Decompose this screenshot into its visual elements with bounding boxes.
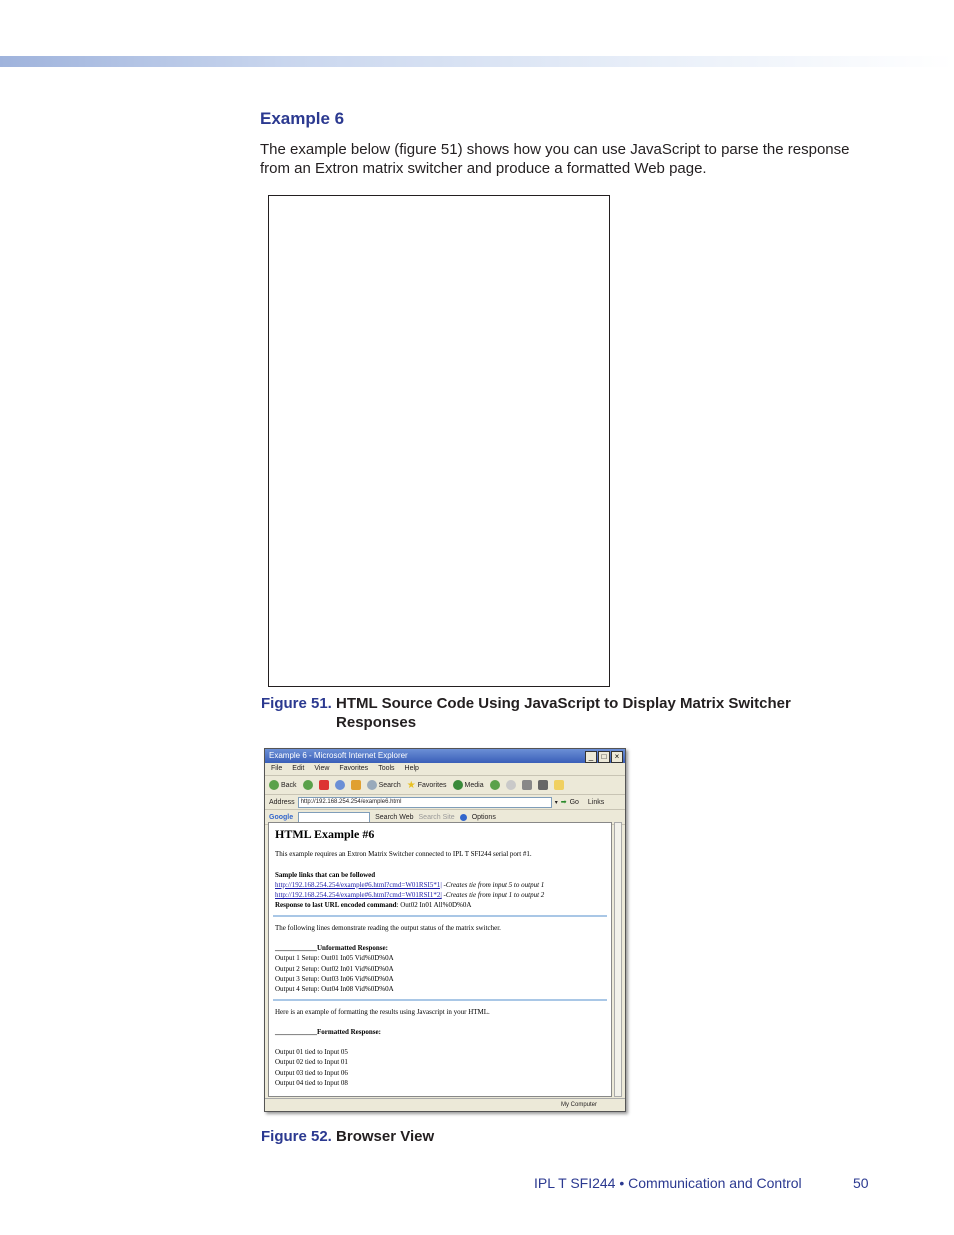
- status-zone: My Computer: [560, 1102, 597, 1108]
- header-band: [0, 56, 954, 67]
- browser-toolbar: [265, 776, 625, 795]
- go-arrow-icon: ➡: [560, 799, 567, 806]
- address-input[interactable]: http://192.168.254.254/example6.html: [298, 797, 552, 808]
- address-bar: [265, 795, 625, 810]
- minimize-button[interactable]: _: [585, 751, 597, 763]
- browser-content: [268, 822, 612, 1097]
- sample-link-1[interactable]: http://192.168.254.254/example#6.html?cmd=W01RSI5*1|: [275, 880, 442, 889]
- figure-52-title: Browser View: [336, 1128, 435, 1145]
- back-button[interactable]: Back: [269, 780, 297, 790]
- menu-help[interactable]: Help: [404, 765, 419, 772]
- formatted-line: Output 04 tied to Input 08: [275, 1079, 348, 1088]
- media-icon: [453, 780, 463, 790]
- footer-title: IPL T SFI244 • Communication and Control: [534, 1175, 802, 1191]
- divider: [273, 915, 607, 917]
- google-logo[interactable]: Google: [269, 813, 294, 821]
- browser-title: Example 6 - Microsoft Internet Explorer: [269, 751, 408, 760]
- figure-51-source-code-box: [268, 195, 610, 687]
- sample-link-1-note: -Creates tie from input 5 to output 1: [441, 880, 545, 889]
- sample-link-row-2: [273, 890, 607, 900]
- edit-icon[interactable]: [538, 780, 548, 790]
- sample-link-2[interactable]: http://192.168.254.254/example#6.html?cmd=W01RSI1*2|: [275, 891, 442, 900]
- requirement-text: This example requires an Extron Matrix Switcher connected to IPL T SFI244 serial port #1.: [275, 850, 532, 859]
- refresh-icon[interactable]: [335, 780, 345, 790]
- address-label: Address: [269, 798, 295, 806]
- vertical-scrollbar[interactable]: [614, 822, 622, 1097]
- unformatted-line: Output 2 Setup: Out02 In01 Vid%0D%0A: [275, 964, 394, 973]
- menu-edit[interactable]: Edit: [292, 765, 305, 772]
- search-web-button[interactable]: Search Web: [375, 813, 414, 821]
- formatted-line: Output 02 tied to Input 01: [275, 1058, 348, 1067]
- menu-tools[interactable]: Tools: [378, 765, 395, 772]
- response-label: Response to last URL encoded command: [275, 901, 397, 910]
- go-button[interactable]: Go: [569, 798, 579, 806]
- address-dropdown-icon[interactable]: ▾: [554, 799, 558, 806]
- search-button[interactable]: Search: [367, 780, 401, 790]
- sample-link-2-note: -Creates tie from input 1 to output 2: [441, 891, 545, 900]
- menu-file[interactable]: File: [271, 765, 283, 772]
- history-icon[interactable]: [490, 780, 500, 790]
- menu-bar: [265, 763, 625, 776]
- print-icon[interactable]: [522, 780, 532, 790]
- figure-52-caption: [261, 1127, 434, 1146]
- figure-51-title: HTML Source Code Using JavaScript to Display Matrix Switcher Responses: [336, 695, 791, 731]
- sample-links-heading: Sample links that can be followed: [275, 870, 376, 879]
- response-value: : Out02 In01 All%0D%0A: [396, 901, 472, 910]
- figure-51-caption: [261, 694, 821, 732]
- menu-favorites[interactable]: Favorites: [339, 765, 369, 772]
- links-button[interactable]: Links: [587, 798, 605, 806]
- home-icon[interactable]: [351, 780, 361, 790]
- formatted-heading: ____________Formatted Response:: [275, 1027, 381, 1036]
- section-heading: Example 6: [260, 109, 345, 128]
- page-title: HTML Example #6: [275, 827, 375, 841]
- search-icon: [367, 780, 377, 790]
- status-intro-text: The following lines demonstrate reading the output status of the matrix switcher.: [275, 923, 501, 932]
- figure-52-label: Figure 52.: [261, 1128, 332, 1145]
- star-icon: ★: [406, 779, 416, 791]
- formatted-line: Output 03 tied to Input 06: [275, 1068, 348, 1077]
- unformatted-line: Output 1 Setup: Out01 In05 Vid%0D%0A: [275, 954, 394, 963]
- formatting-example-text: Here is an example of formatting the results using Javascript in your HTML.: [275, 1007, 490, 1016]
- unformatted-line: Output 4 Setup: Out04 In08 Vid%0D%0A: [275, 985, 394, 994]
- media-button[interactable]: Media: [453, 780, 484, 790]
- folder-icon[interactable]: [554, 780, 564, 790]
- browser-titlebar: [265, 749, 625, 763]
- sample-link-row-1: [273, 880, 607, 890]
- figure-51-label: Figure 51.: [261, 695, 332, 712]
- unformatted-heading: ____________Unformatted Response:: [275, 944, 388, 953]
- back-icon: [269, 780, 279, 790]
- stop-icon[interactable]: [319, 780, 329, 790]
- mail-icon[interactable]: [506, 780, 516, 790]
- browser-window: [264, 748, 626, 1112]
- options-button[interactable]: Options: [471, 813, 496, 821]
- page-number: 50: [853, 1175, 869, 1191]
- favorites-button[interactable]: ★ Favorites: [406, 779, 447, 791]
- response-row: [273, 900, 607, 910]
- menu-view[interactable]: View: [314, 765, 330, 772]
- unformatted-line: Output 3 Setup: Out03 In06 Vid%0D%0A: [275, 974, 394, 983]
- close-button[interactable]: ×: [611, 751, 623, 763]
- maximize-button[interactable]: □: [598, 751, 610, 763]
- formatted-line: Output 01 tied to Input 05: [275, 1048, 348, 1057]
- divider: [273, 999, 607, 1001]
- intro-paragraph: The example below (figure 51) shows how you can use JavaScript to parse the response from an Extron matrix switcher and produce a formatted Web page.: [260, 141, 850, 177]
- pagerank-icon[interactable]: [460, 814, 467, 821]
- search-site-button[interactable]: Search Site: [418, 813, 455, 821]
- status-bar: [265, 1098, 625, 1111]
- forward-icon[interactable]: [303, 780, 313, 790]
- google-search-input[interactable]: [298, 812, 370, 823]
